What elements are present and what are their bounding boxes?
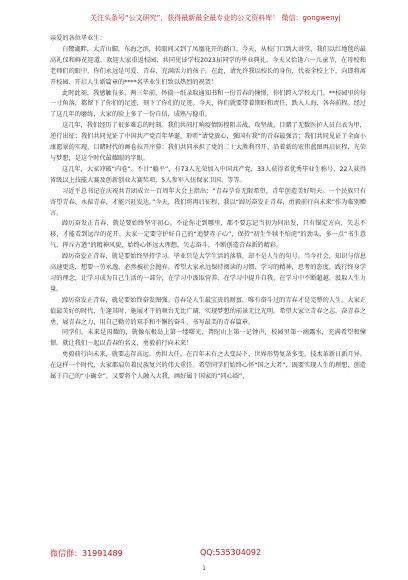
header-banner: 关注头条号“公文研究”，获得最新最全最专业的公文资料库！ 微信：gongwenyj — [90, 14, 341, 22]
paragraph: 踔厉奋发正青春，就是要始终坚守初心。不论你走到哪里，都不要忘记当初为何出发，只有锚定方向，矢志不移，才能看到远岸的花开。大家一定要守护好自己的“追梦赤子心”，保持“初生牛犊不怕虎”的劲头，多一点“书生意气、挥斥方遒”的精神风貌，始终心怀远大理想，矢志奋斗，不断创造青春新的精彩。 — [50, 220, 366, 250]
footer-contacts — [50, 548, 366, 559]
paragraph: 习近平总书记在庆祝共青团成立一百周年大会上指出：“青春孕育无限希望，青年创造美好明天。一个民族只有寄望青春、永葆青春，才能兴旺发达。”今天，我们将再启征程，我以“踔厉奋发正青春，勇毅前行向未来”作为临别赠言。 — [50, 187, 366, 217]
page-number: 1 — [202, 565, 206, 572]
paragraph: 同学们，未来是闪耀的，就像东极岛上第一缕曙光，普陀山上第一记钟声，校园里第一滴露水，充满希望和憧憬。就让我们一起以青春的名义，勇毅前行向未来！ — [50, 329, 366, 348]
paragraph: 踔厉奋发正青春，就是要始终坚持学习。毕业只是大学生活的落幕，却不是人生的句号。当今社会，知识与信息高速更迭，想要一劳永逸，必然被社会抛弃。希望大家永远保持阅读的习惯、学习的精神，思考的态度，践行终身学习的理念，让学习成为自己生活的一部分，在学习中汲取营养、在学习中提升自我、在学习中不断超越，汲取人生力量。 — [50, 253, 366, 293]
paragraph: 踔厉奋发正青春，就是要始终奋发图强。青春是人生最宝贵的财富，唯有奋斗过的青春才是完整的人生。大家正值最美好的时代，生逢其时，施展才干的舞台无比广阔，实现梦想的前景无比光明。希望大家立青春之志，奋青春之勇，展青春之力，用自己勤劳的双手和不懈的奋斗，书写最美的青春篇章。 — [50, 296, 366, 326]
greeting: 亲爱的各位毕业生： — [50, 35, 106, 42]
paragraph: 白鹭湖畔，大青山脚，东海之滨，转眼间又到了凤凰花开的路口。今天，从校门口到大讲堂，我们以红地毯的最高礼仪和鲜花迎道，欢迎大家重返校园，共同见证学校2023届同学的毕业典礼。今天又恰逢六一儿童节，在母校和老师们的眼中，你们永远是可爱、青春、充满活力的孩子。在此，请允许我以校长的身份，代表全校上下，向即将离开校园、开启人生新篇章的****名毕业生们致以热烈的祝贺！ — [50, 45, 366, 86]
paragraph: 勇毅前行向未来，就要志存高远。勇担大任。在百年未有之大变局下，世界形势复杂多变，技术革新日新月异。在这样一个时代，大家都肩负着民族复兴的伟大重任。希望同学们始终心怀“国之大者”，既要实现人生的理想，创造属于自己的“小确幸”，又要将个人融入大我，画好属于国家的“同心圆”， — [50, 351, 366, 381]
paragraph: 此时此刻，我感触良多。两三年前，怀揣一纸录取通知书和一份青春的憧憬，你们跨入学校大门。**校园里的每一寸角落，都留下了你们的足迹，刻下了你们的足迹。今天，你们就要带着期盼和责任，跌入人海，各奔前程。经过了这几年的磨练，大家的脸上多了一份自信，成熟与稳重。 — [50, 89, 366, 119]
qq-number: QQ:535304092 — [200, 548, 262, 557]
paragraph: 这几年，我们经历了很多难忘的时刻。我们共同打响疫情防控阻击战、攻坚战，目睹了无数医护人员白衣为甲，逆行出征；我们共同见证了中国共产党百年华诞，聆听“请党放心，强国有我”的青春最强音；我们共同见证了全面小康愿景的实现，目睹时代的画卷拉开序幕；我们共同承担了党的二十大胜利召开、沿着新的宏伟蓝图再启征程，光荣与梦想，是这个时代最耀眼的字眼。 — [50, 122, 366, 162]
paragraph: 这几年，大家冲破“内卷”、不甘“躺平”，有73人光荣加入中国共产党，33人获得省优秀毕业生称号，22人获得省级以上技能大赛及创新创业大赛奖项，5人参军入伍保家卫国、等等。 — [50, 165, 366, 184]
document-body — [50, 34, 366, 383]
wechat-group: 微信群：31991489 — [50, 549, 123, 558]
